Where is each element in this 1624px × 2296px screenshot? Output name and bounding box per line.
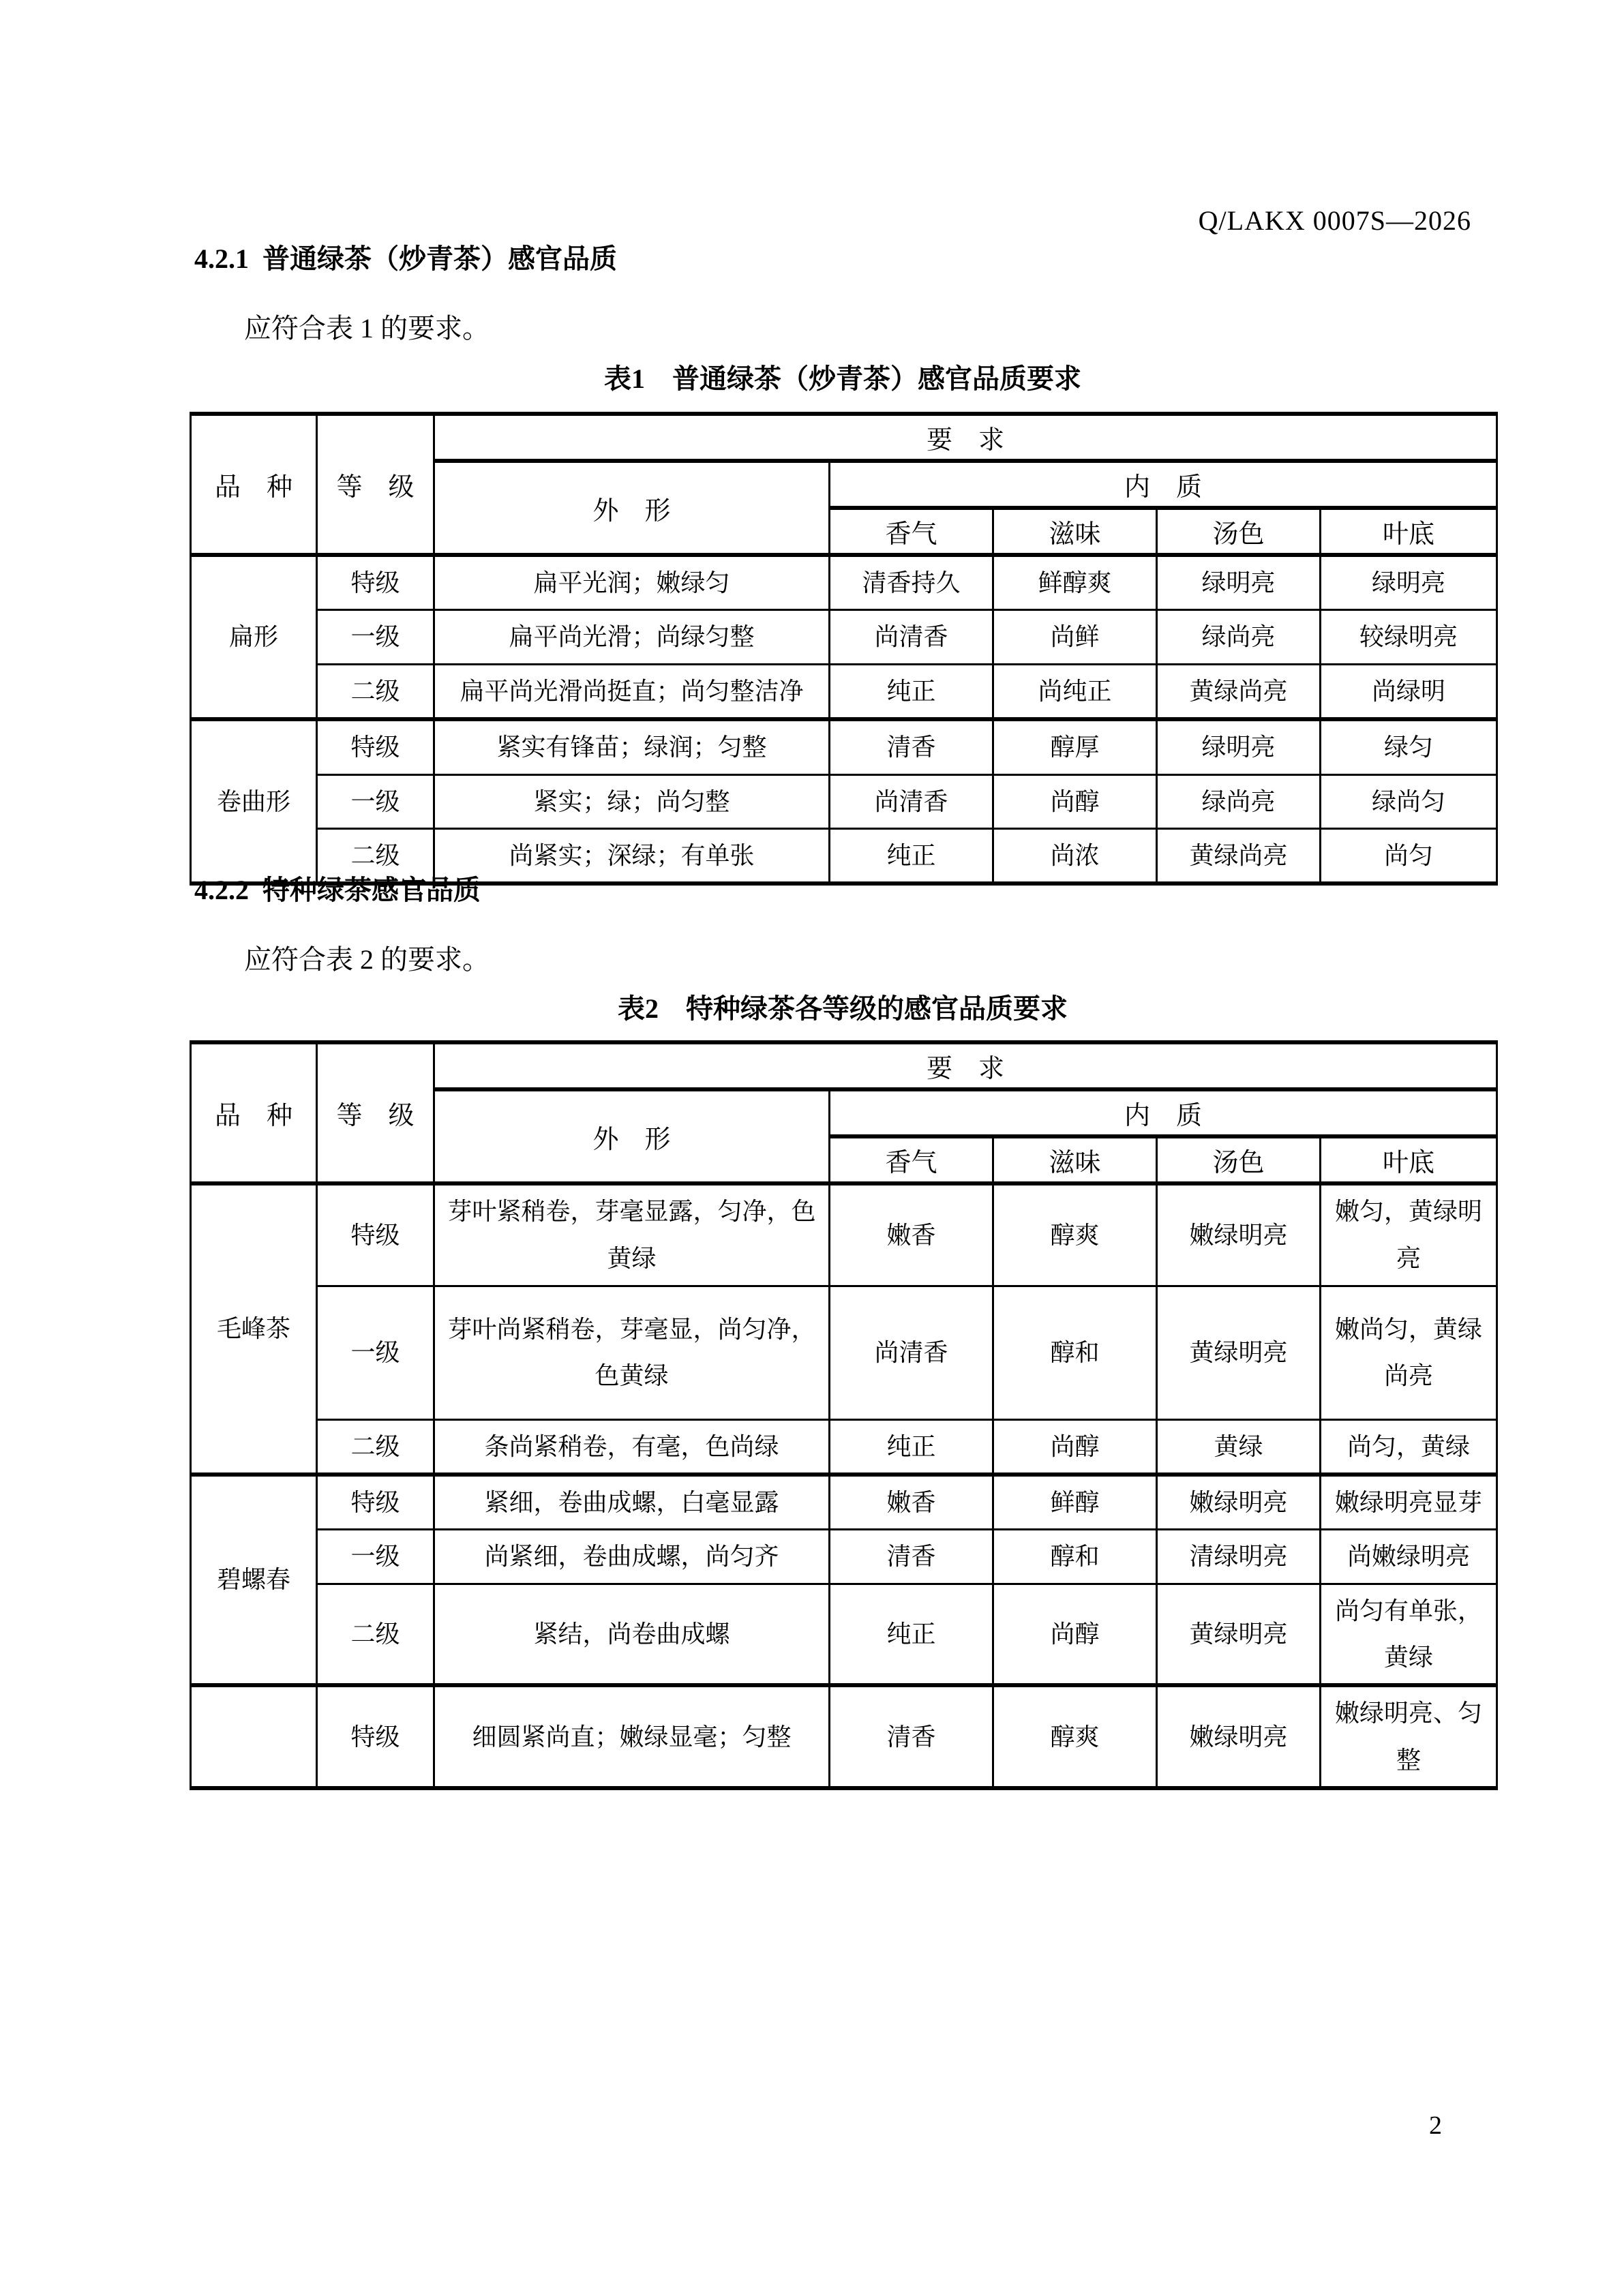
taste-cell: 鲜醇爽 [993,555,1157,610]
grade-cell: 二级 [317,1584,434,1685]
liquor-color-cell: 嫩绿明亮 [1157,1183,1321,1286]
table-row [191,664,1497,719]
taste-cell: 醇和 [993,1286,1157,1419]
col-header-infused-leaf: 叶底 [1321,508,1497,555]
variety-cell: 卷曲形 [191,719,317,883]
aroma-cell: 纯正 [830,664,993,719]
liquor-color-cell: 绿尚亮 [1157,610,1321,664]
grade-cell: 特级 [317,1685,434,1788]
aroma-cell: 纯正 [830,1584,993,1685]
liquor-color-cell: 黄绿尚亮 [1157,828,1321,883]
col-header-grade: 等 级 [317,414,434,555]
col-header-variety: 品 种 [191,1042,317,1183]
section-paragraph-2: 应符合表 2 的要求。 [244,944,490,975]
taste-cell: 醇厚 [993,719,1157,774]
taste-cell: 醇爽 [993,1685,1157,1788]
appearance-cell: 细圆紧尚直；嫩绿显毫；匀整 [434,1685,830,1788]
grade-cell: 特级 [317,1475,434,1530]
grade-cell: 特级 [317,555,434,610]
taste-cell: 尚醇 [993,1584,1157,1685]
col-header-grade: 等 级 [317,1042,434,1183]
taste-cell: 尚浓 [993,828,1157,883]
aroma-cell: 尚清香 [830,610,993,664]
table-row [191,774,1497,828]
col-header-requirement: 要 求 [434,414,1497,461]
grade-cell: 特级 [317,719,434,774]
infused-leaf-cell: 嫩匀，黄绿明亮 [1321,1183,1497,1286]
col-header-appearance: 外 形 [434,1089,830,1183]
table-row [191,1286,1497,1419]
appearance-cell: 芽叶尚紧稍卷，芽毫显，尚匀净，色黄绿 [434,1286,830,1419]
liquor-color-cell: 黄绿明亮 [1157,1286,1321,1419]
taste-cell: 醇爽 [993,1183,1157,1286]
appearance-cell: 扁平尚光滑；尚绿匀整 [434,610,830,664]
grade-cell: 二级 [317,828,434,883]
appearance-cell: 芽叶紧稍卷，芽毫显露，匀净，色黄绿 [434,1183,830,1286]
infused-leaf-cell: 嫩绿明亮、匀整 [1321,1685,1497,1788]
appearance-cell: 条尚紧稍卷，有毫，色尚绿 [434,1419,830,1475]
aroma-cell: 嫩香 [830,1475,993,1530]
section-heading-422: 4.2.2 特种绿茶感官品质 [194,875,481,905]
col-header-inner-quality: 内 质 [830,461,1497,508]
appearance-cell: 紧实有锋苗；绿润；匀整 [434,719,830,774]
aroma-cell: 清香持久 [830,555,993,610]
grade-cell: 特级 [317,1183,434,1286]
page-number: 2 [1429,2111,1442,2140]
table2-caption: 表2 特种绿茶各等级的感官品质要求 [618,993,1068,1024]
grade-cell: 二级 [317,1419,434,1475]
taste-cell: 鲜醇 [993,1475,1157,1530]
col-header-aroma: 香气 [830,508,993,555]
appearance-cell: 扁平尚光滑尚挺直；尚匀整洁净 [434,664,830,719]
taste-cell: 尚醇 [993,1419,1157,1475]
table1-caption: 表1 普通绿茶（炒青茶）感官品质要求 [604,363,1081,394]
appearance-cell: 紧结，尚卷曲成螺 [434,1584,830,1685]
appearance-cell: 尚紧细，卷曲成螺，尚匀齐 [434,1530,830,1584]
section-heading-421: 4.2.1 普通绿茶（炒青茶）感官品质 [194,243,617,274]
section-paragraph-1: 应符合表 1 的要求。 [244,313,490,344]
aroma-cell: 纯正 [830,1419,993,1475]
infused-leaf-cell: 尚匀 [1321,828,1497,883]
col-header-infused-leaf: 叶底 [1321,1136,1497,1183]
doc-number: Q/LAKX 0007S—2026 [1198,205,1471,236]
grade-cell: 一级 [317,1530,434,1584]
infused-leaf-cell: 尚绿明 [1321,664,1497,719]
infused-leaf-cell: 绿明亮 [1321,555,1497,610]
col-header-taste: 滋味 [993,1136,1157,1183]
col-header-appearance: 外 形 [434,461,830,555]
infused-leaf-cell: 尚匀有单张，黄绿 [1321,1584,1497,1685]
liquor-color-cell: 黄绿明亮 [1157,1584,1321,1685]
taste-cell: 尚纯正 [993,664,1157,719]
table-row [191,1183,1497,1286]
liquor-color-cell: 黄绿尚亮 [1157,664,1321,719]
col-header-liquor-color: 汤色 [1157,1136,1321,1183]
col-header-variety: 品 种 [191,414,317,555]
liquor-color-cell: 绿尚亮 [1157,774,1321,828]
liquor-color-cell: 嫩绿明亮 [1157,1475,1321,1530]
table-row [191,1530,1497,1584]
col-header-taste: 滋味 [993,508,1157,555]
col-header-liquor-color: 汤色 [1157,508,1321,555]
grade-cell: 二级 [317,664,434,719]
col-header-aroma: 香气 [830,1136,993,1183]
aroma-cell: 清香 [830,1530,993,1584]
table-row [191,1419,1497,1475]
taste-cell: 醇和 [993,1530,1157,1584]
appearance-cell: 紧细，卷曲成螺，白毫显露 [434,1475,830,1530]
infused-leaf-cell: 较绿明亮 [1321,610,1497,664]
appearance-cell: 尚紧实；深绿；有单张 [434,828,830,883]
table-row [191,1584,1497,1685]
col-header-requirement: 要 求 [434,1042,1497,1089]
aroma-cell: 尚清香 [830,774,993,828]
aroma-cell: 尚清香 [830,1286,993,1419]
table-row [191,1685,1497,1788]
col-header-inner-quality: 内 质 [830,1089,1497,1136]
variety-cell: 扁形 [191,555,317,719]
variety-cell: 毛峰茶 [191,1183,317,1475]
infused-leaf-cell: 嫩尚匀，黄绿尚亮 [1321,1286,1497,1419]
liquor-color-cell: 黄绿 [1157,1419,1321,1475]
taste-cell: 尚鲜 [993,610,1157,664]
liquor-color-cell: 绿明亮 [1157,555,1321,610]
appearance-cell: 扁平光润；嫩绿匀 [434,555,830,610]
table-row [191,555,1497,610]
infused-leaf-cell: 尚嫩绿明亮 [1321,1530,1497,1584]
infused-leaf-cell: 绿尚匀 [1321,774,1497,828]
infused-leaf-cell: 嫩绿明亮显芽 [1321,1475,1497,1530]
liquor-color-cell: 绿明亮 [1157,719,1321,774]
variety-cell: 碧螺春 [191,1475,317,1686]
aroma-cell: 清香 [830,1685,993,1788]
aroma-cell: 清香 [830,719,993,774]
appearance-cell: 紧实；绿；尚匀整 [434,774,830,828]
infused-leaf-cell: 尚匀，黄绿 [1321,1419,1497,1475]
infused-leaf-cell: 绿匀 [1321,719,1497,774]
table2-sensory-requirements [190,1040,1498,1790]
aroma-cell: 纯正 [830,828,993,883]
grade-cell: 一级 [317,1286,434,1419]
table-row [191,719,1497,774]
table1-sensory-requirements [190,412,1498,886]
table-row [191,1475,1497,1530]
table-row [191,610,1497,664]
liquor-color-cell: 嫩绿明亮 [1157,1685,1321,1788]
liquor-color-cell: 清绿明亮 [1157,1530,1321,1584]
grade-cell: 一级 [317,610,434,664]
variety-cell [191,1685,317,1788]
aroma-cell: 嫩香 [830,1183,993,1286]
taste-cell: 尚醇 [993,774,1157,828]
grade-cell: 一级 [317,774,434,828]
